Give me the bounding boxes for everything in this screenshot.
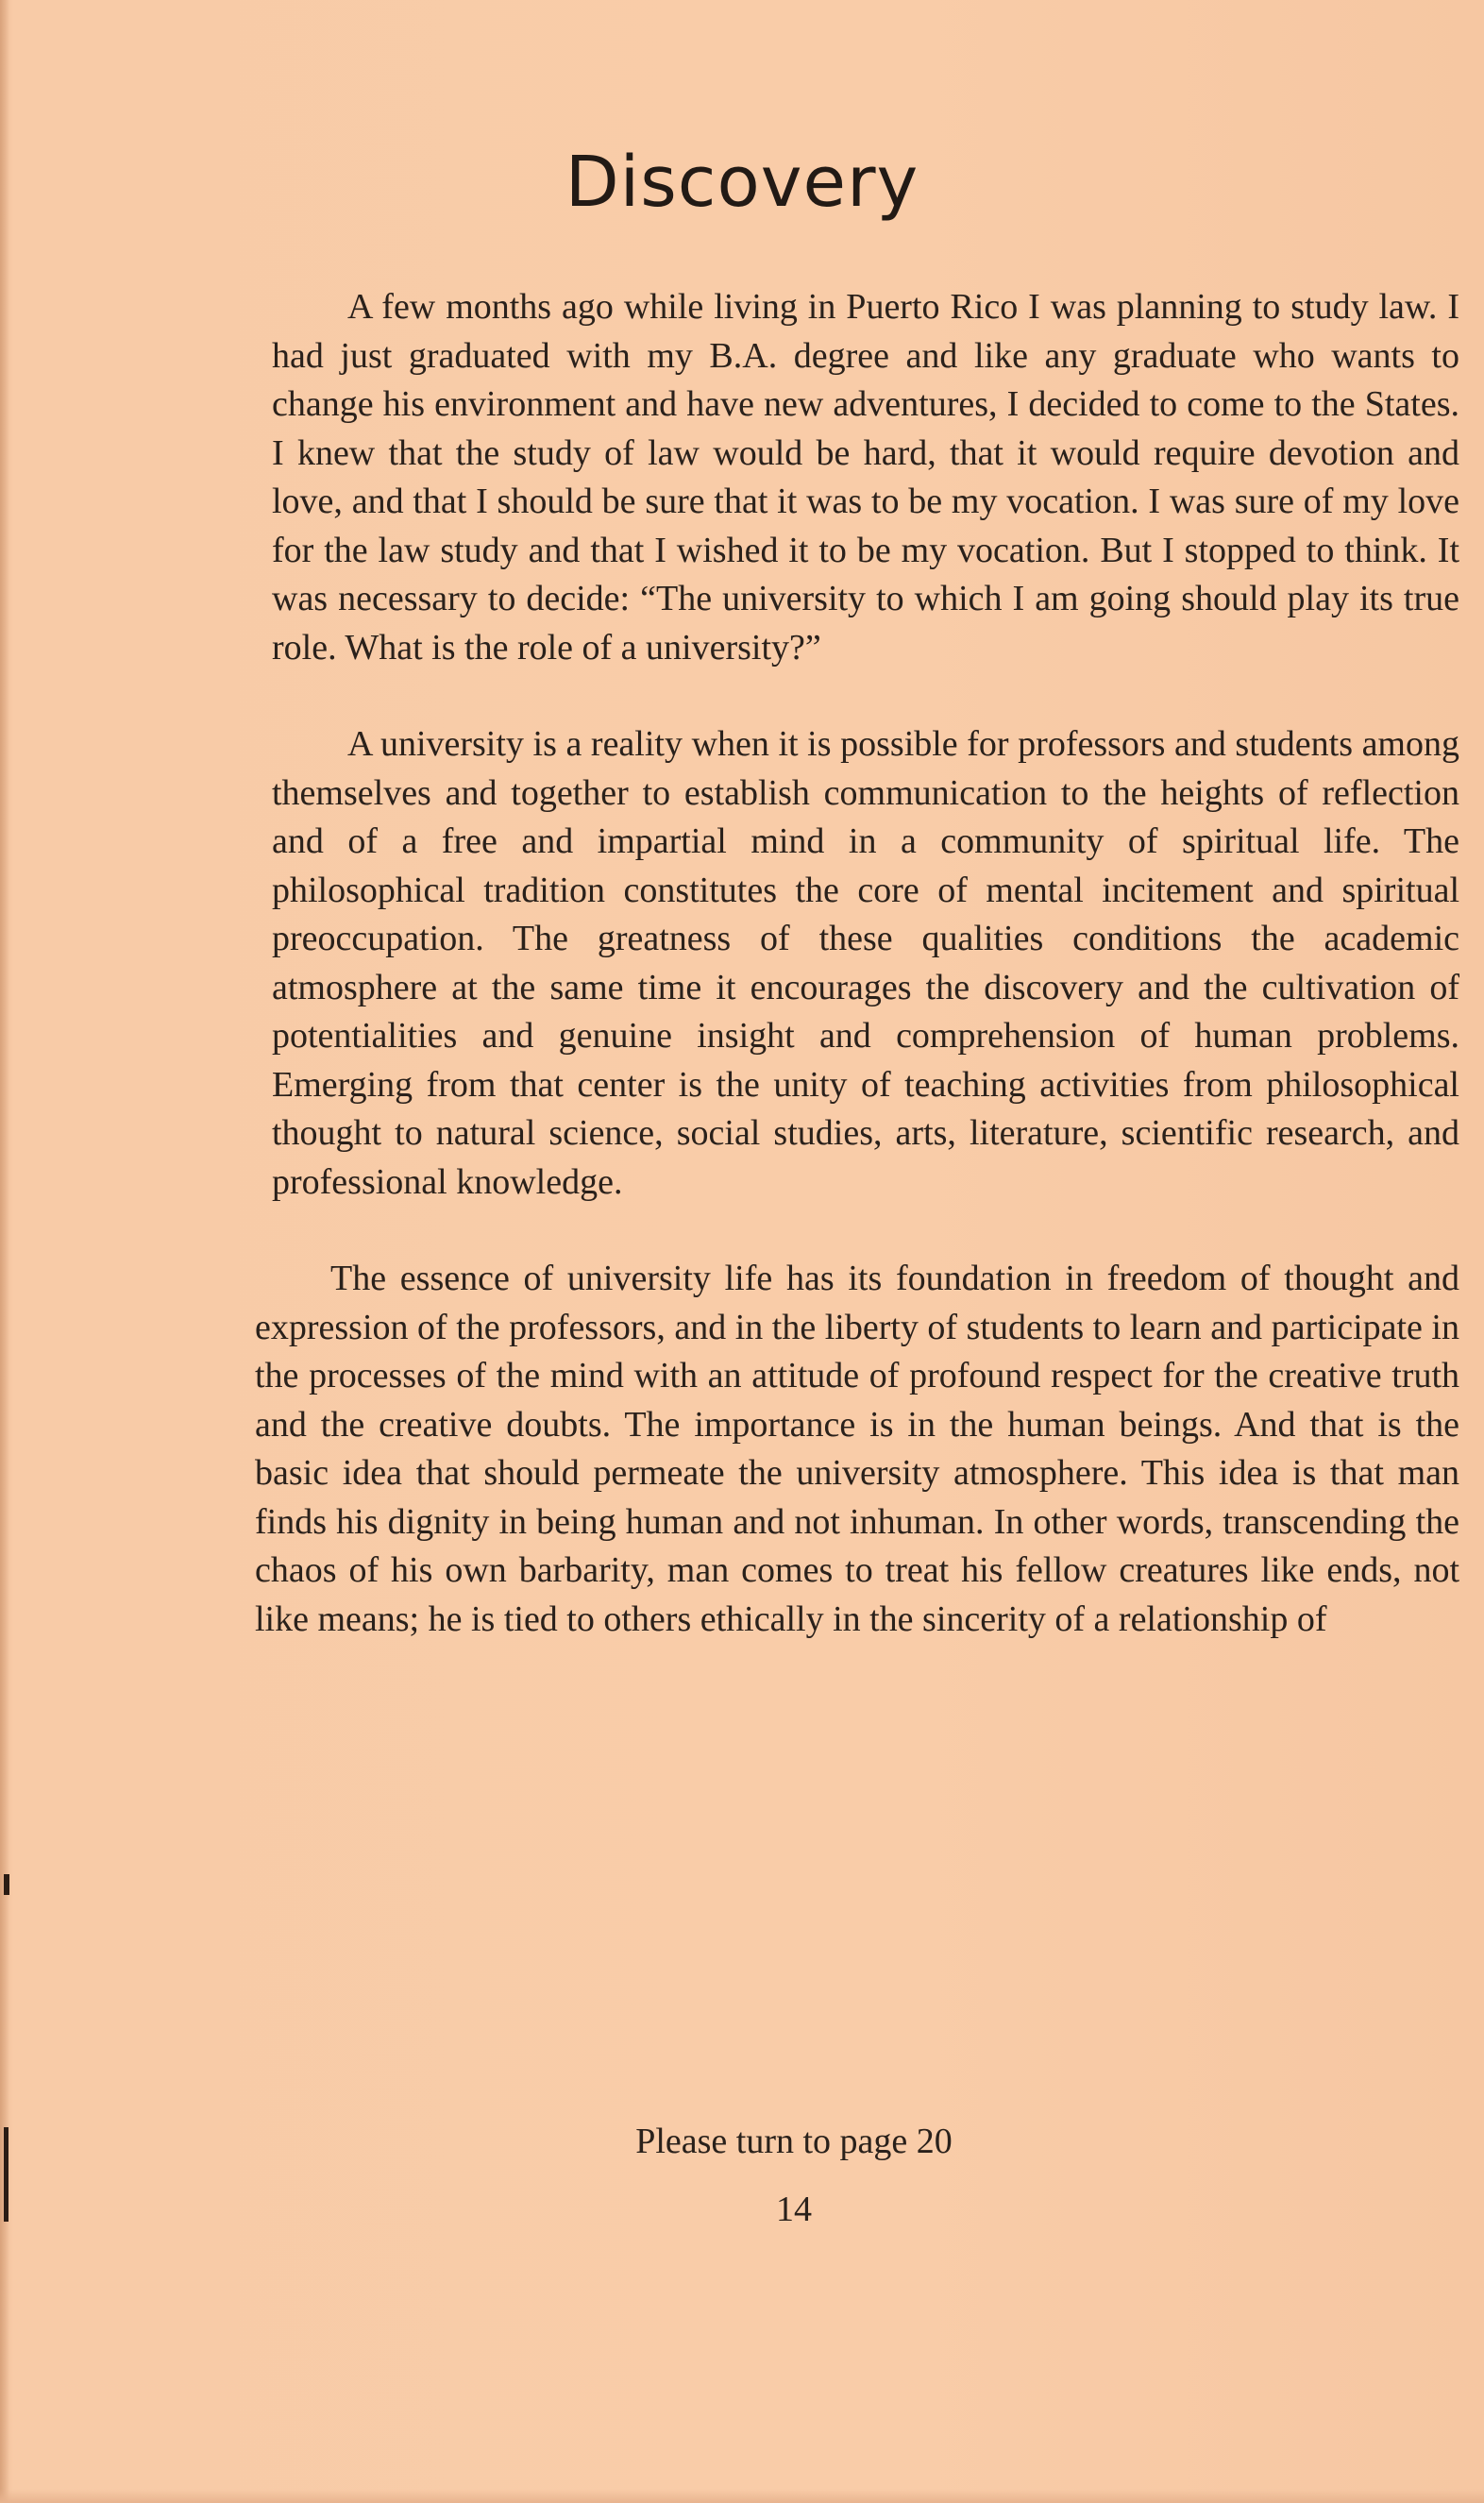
paragraph-2: A university is a reality when it is possible for professors and students among themselves and together to establish communication to the heights of reflection and of a free and impartial mind in a community of spiritual life. The philosophical tradition constitutes the core of mental incitement and spiritual preoccupation. The greatness of these qualities conditions the academic atmosphere at the same time it encourages the discovery and the cultivation of potentialities and genuine insight and comprehension of human problems. Emerging from that center is the unity of teaching activities from philosophical thought to natural science, social studies, arts, literature, scientific research, and professional knowledge. (272, 724, 1459, 1202)
article-body (255, 283, 1459, 1692)
page-bottom-edge (0, 2489, 1484, 2503)
paragraph-3: The essence of university life has its foundation in freedom of thought and expression of the professors, and in the liberty of students to learn and participate in the processes of the mind with an attitude of profound respect for the creative truth and the creative doubts. The importance is in the human beings. And that is the basic idea that should permeate the university atmosphere. This idea is that man finds his dignity in being human and not inhuman. In other words, transcending the chaos of his own barbarity, man comes to treat his fellow creatures like ends, not like means; he is tied to others ethically in the sincerity of a relationship of (255, 1259, 1459, 1639)
continuation-note: Please turn to page 20 (635, 2122, 953, 2161)
page-number: 14 (776, 2190, 812, 2229)
paragraph-1: A few months ago while living in Puerto Rico I was planning to study law. I had just graduated with my B.A. degree and like any graduate who wants to change his environment and have new adventures, I decided to come to the States. I knew that the study of law would be hard, that it would require devotion and love, and that I should be sure that it was to be my vocation. I was sure of my love for the law study and that I wished it to be my vocation. But I stopped to think. It was necessary to decide: “The university to which I am going should play its true role. What is the role of a university?” (272, 287, 1459, 668)
article-title: Discovery (565, 142, 919, 223)
edge-mark (4, 1874, 9, 1895)
